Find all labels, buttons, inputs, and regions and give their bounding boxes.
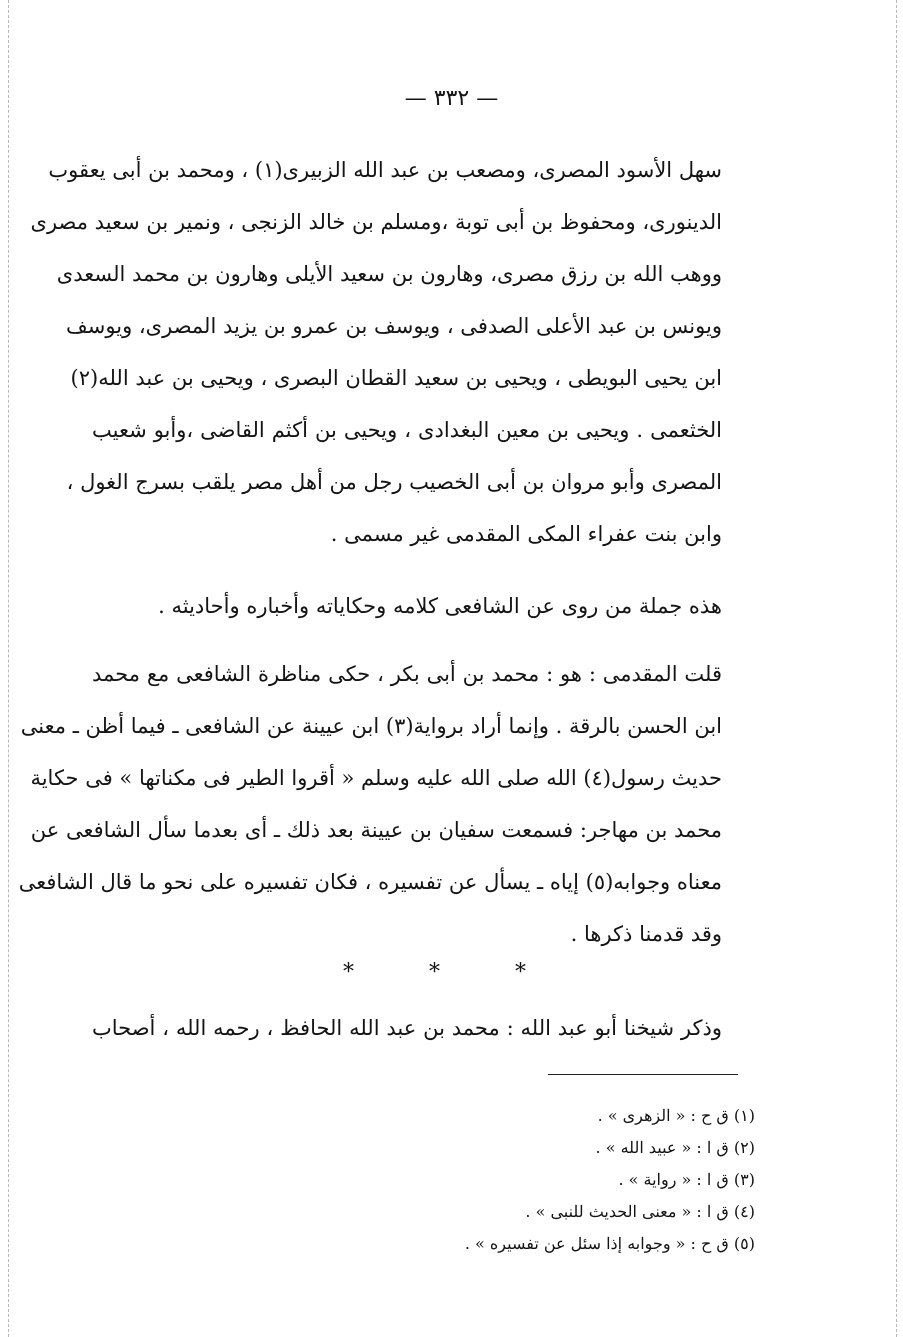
paragraph-narrators-list — [30, 144, 722, 560]
text-line: وقد قدمنا ذكرها . — [570, 922, 722, 946]
text-line: محمد بن مهاجر: فسمعت سفيان بن عيينة بعد ذلك ـ أى بعدما سأل الشافعى عن — [30, 818, 722, 842]
footnote-2: (٢) ق ا : « عبيد الله » . — [595, 1138, 755, 1157]
footnotes — [465, 1100, 755, 1260]
text-line: ووهب الله بن رزق مصرى، وهارون بن سعيد الأيلى وهارون بن محمد السعدى — [56, 262, 722, 286]
page-edge-left — [8, 0, 9, 1337]
text-line: معناه وجوابه(٥) إياه ـ يسأل عن تفسيره ، فكان تفسيره على نحو ما قال الشافعى — [18, 870, 722, 894]
page-number: — ٣٣٢ — — [404, 86, 499, 111]
text-line: ابن يحيى البويطى ، ويحيى بن سعيد القطان البصرى ، ويحيى بن عبد الله(٢) — [70, 366, 722, 390]
text-line: قلت المقدمى : هو : محمد بن أبى بكر ، حكى مناظرة الشافعى مع محمد — [92, 662, 722, 686]
text-line: ابن الحسن بالرقة . وإنما أراد برواية(٣) ابن عيينة عن الشافعى ـ فيما أظن ـ معنى — [20, 714, 722, 738]
text-line: وذكر شيخنا أبو عبد الله : محمد بن عبد الله الحافظ ، رحمه الله ، أصحاب — [92, 1016, 722, 1040]
paragraph-summary — [92, 580, 722, 632]
footnote-4: (٤) ق ا : « معنى الحديث للنبى » . — [525, 1202, 755, 1221]
footnote-5: (٥) ق ح : « وجوابه إذا سئل عن تفسيره » . — [464, 1234, 755, 1253]
text-line: الخثعمى . ويحيى بن معين البغدادى ، ويحيى بن أكثم القاضى ،وأبو شعيب — [92, 418, 722, 442]
text-line: سهل الأسود المصرى، ومصعب بن عبد الله الزبيرى(١) ، ومحمد بن أبى يعقوب — [48, 158, 722, 182]
text-line: هذه جملة من روى عن الشافعى كلامه وحكاياته وأخباره وأحاديثه . — [158, 594, 722, 618]
text-line: المصرى وأبو مروان بن أبى الخصيب رجل من أهل مصر يلقب بسرج الغول ، — [66, 470, 722, 494]
footnote-divider — [548, 1074, 738, 1075]
text-line: حديث رسول(٤) الله صلى الله عليه وسلم « أقروا الطير فى مكناتها » فى حكاية — [30, 766, 722, 790]
section-separator: * * * — [343, 960, 560, 985]
footnote-1: (١) ق ح : « الزهرى » . — [597, 1106, 755, 1125]
text-line: ويونس بن عبد الأعلى الصدفى ، ويوسف بن عمرو بن يزيد المصرى، ويوسف — [66, 314, 722, 338]
page-edge-right — [896, 0, 897, 1337]
text-line: الدينورى، ومحفوظ بن أبى توبة ،ومسلم بن خالد الزنجى ، ونمير بن سعيد مصرى — [30, 210, 722, 234]
footnote-3: (٣) ق ا : « رواية » . — [618, 1170, 755, 1189]
paragraph-next-section — [92, 1002, 722, 1054]
text-line: وابن بنت عفراء المكى المقدمى غير مسمى . — [330, 522, 722, 546]
paragraph-muqaddami-note — [18, 648, 722, 960]
